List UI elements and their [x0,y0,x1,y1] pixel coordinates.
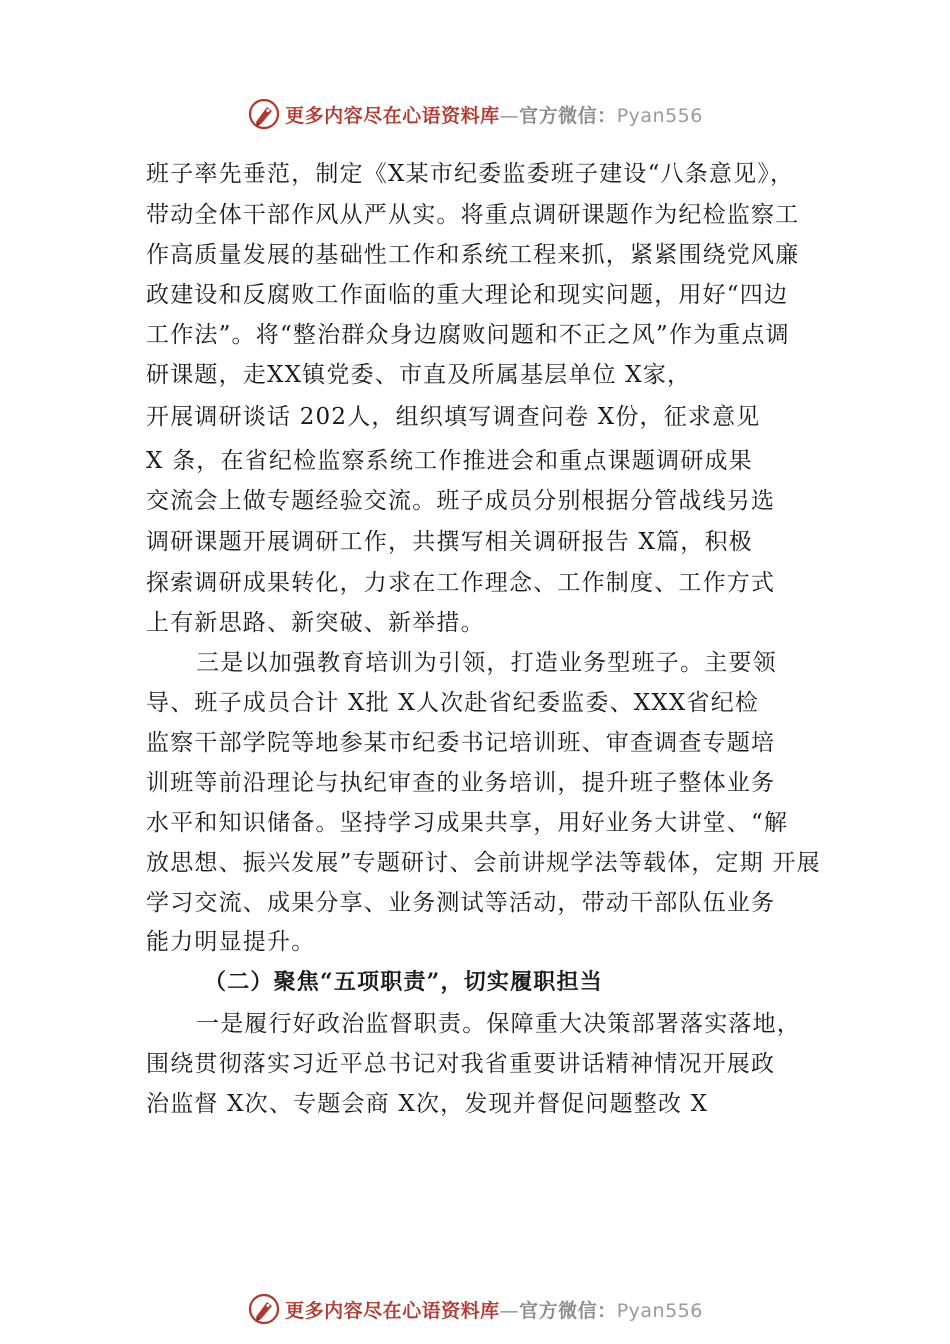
text-line: 政建设和反腐败工作面临的重大理论和现实问题，用好“四边 [146,282,789,308]
text-line: 水平和知识储备。坚持学习成果共享，用好业务大讲堂、“解 [146,810,789,836]
text-line: 导、班子成员合计 X批 X人次赴省纪委监委、XXX省纪检 [146,690,760,716]
watermark-separator: — [499,104,520,127]
text-line: 放思想、振兴发展”专题研讨、会前讲规学法等载体，定期 开展 [146,850,821,876]
text-line: 带动全体干部作风从严从实。将重点调研课题作为纪检监察工 [146,202,800,228]
pen-nib-logo-icon [247,1292,281,1326]
paragraph-first-line: 一是履行好政治监督职责。保障重大决策部署落实落地， [196,1011,801,1037]
footer-watermark [0,1289,950,1329]
watermark-wechat-label: 官方微信： [519,1299,617,1322]
text-line: 训班等前沿理论与执纪审查的业务培训，提升班子整体业务 [146,770,776,796]
text-line: 治监督 X次、专题会商 X次，发现并督促问题整改 X [146,1091,709,1117]
watermark-wechat-id: Pyan556 [616,1299,703,1322]
text-line: X 条，在省纪检监察系统工作推进会和重点课题调研成果 [146,448,753,474]
watermark-separator: — [499,1299,520,1322]
text-line: 能力明显提升。 [146,929,316,955]
text-line: 调研课题开展调研工作，共撰写相关调研报告 X篇，积极 [146,529,753,555]
watermark-wechat-id: Pyan556 [616,104,703,127]
pen-nib-logo-icon [247,97,281,131]
text-line: 监察干部学院等地参某市纪委书记培训班、审查调查专题培 [146,730,776,756]
text-line: 班子率先垂范，制定《X某市纪委监委班子建设“八条意见》， [146,161,795,187]
watermark-brand: 更多内容尽在心语资料库 [285,1299,500,1322]
text-line: 探索调研成果转化，力求在工作理念、工作制度、工作方式 [146,570,776,596]
text-line: 开展调研谈话 202人，组织填写调查问卷 X份，征求意见 [146,404,761,430]
text-line: 研课题，走XX镇党委、市直及所属基层单位 X家， [146,362,692,388]
paragraph-first-line: 三是以加强教育培训为引领，打造业务型班子。主要领 [196,650,777,676]
text-line: 交流会上做专题经验交流。班子成员分别根据分管战线另选 [146,488,776,514]
header-watermark [0,94,950,134]
watermark-brand: 更多内容尽在心语资料库 [285,104,500,127]
text-line: 学习交流、成果分享、业务测试等活动，带动干部队伍业务 [146,890,776,916]
text-line: 作高质量发展的基础性工作和系统工程来抓，紧紧围绕党风廉 [146,242,800,268]
text-line: 工作法”。将“整治群众身边腐败问题和不正之风”作为重点调 [146,322,790,348]
watermark-wechat-label: 官方微信： [519,104,617,127]
text-line: 上有新思路、新突破、新举措。 [146,610,485,636]
section-heading: （二）聚焦“五项职责”，切实履职担当 [204,969,603,995]
text-line: 围绕贯彻落实习近平总书记对我省重要讲话精神情况开展政 [146,1051,776,1077]
